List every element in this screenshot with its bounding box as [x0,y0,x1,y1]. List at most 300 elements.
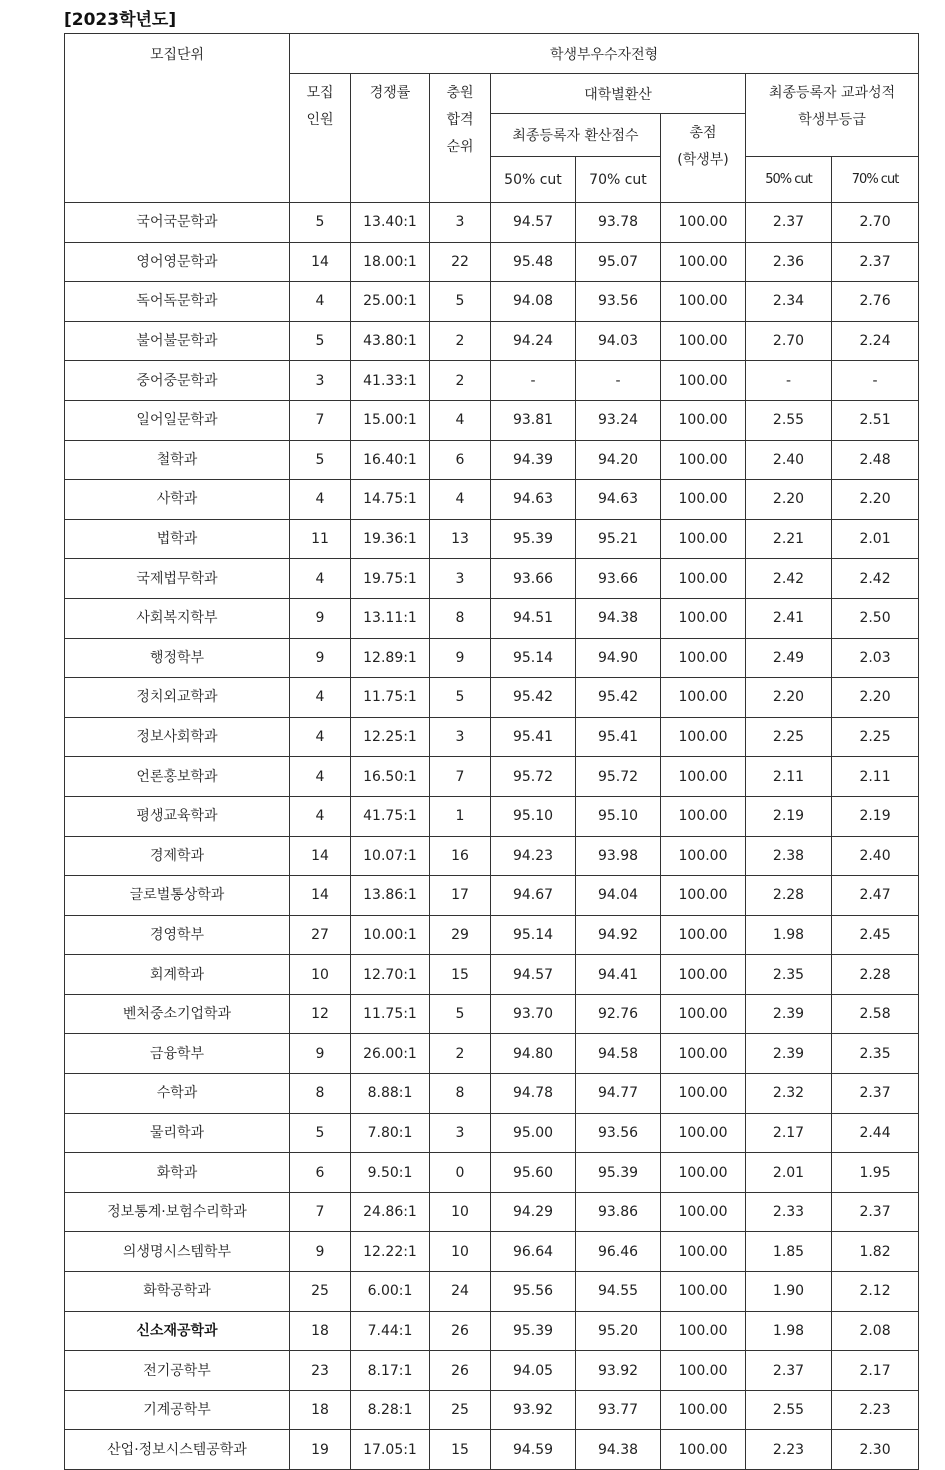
cell-total: 100.00 [661,836,746,876]
cell-rank: 6 [430,440,491,480]
cell-grade-70: 2.19 [832,796,919,836]
cell-rank: 29 [430,915,491,955]
cell-quota: 25 [290,1272,351,1312]
cell-competition: 19.75:1 [351,559,430,599]
cell-score-50: 95.39 [491,1311,576,1351]
cell-rank: 3 [430,559,491,599]
cell-total: 100.00 [661,519,746,559]
cell-rank: 17 [430,876,491,916]
cell-grade-70: 2.48 [832,440,919,480]
cell-rank: 0 [430,1153,491,1193]
cell-grade-50: 2.20 [746,678,832,718]
cell-quota: 27 [290,915,351,955]
cell-score-70: 94.38 [576,598,661,638]
cell-quota: 3 [290,361,351,401]
cell-unit: 독어독문학과 [65,282,290,322]
cell-grade-50: 2.39 [746,994,832,1034]
cell-grade-70: 2.51 [832,400,919,440]
cell-score-70: 96.46 [576,1232,661,1272]
cell-rank: 24 [430,1272,491,1312]
cell-total: 100.00 [661,955,746,995]
cell-score-50: 94.78 [491,1074,576,1114]
cell-score-70: 93.66 [576,559,661,599]
table-row [65,757,919,797]
cell-grade-50: 1.85 [746,1232,832,1272]
cell-rank: 3 [430,203,491,243]
cell-score-50: 94.24 [491,321,576,361]
header-grade-cut50: 50% cut [746,157,832,203]
table-row [65,1113,919,1153]
cell-quota: 7 [290,1192,351,1232]
cell-total: 100.00 [661,876,746,916]
cell-rank: 8 [430,1074,491,1114]
cell-total: 100.00 [661,678,746,718]
cell-grade-50: 2.25 [746,717,832,757]
cell-competition: 19.36:1 [351,519,430,559]
cell-quota: 4 [290,480,351,520]
cell-unit: 국제법무학과 [65,559,290,599]
cell-total: 100.00 [661,598,746,638]
header-unit: 모집단위 [65,34,290,203]
cell-rank: 9 [430,638,491,678]
cell-grade-50: 1.90 [746,1272,832,1312]
cell-unit: 행정학부 [65,638,290,678]
cell-grade-50: 2.37 [746,203,832,243]
cell-grade-50: 2.32 [746,1074,832,1114]
table-row [65,440,919,480]
cell-competition: 16.50:1 [351,757,430,797]
cell-quota: 4 [290,559,351,599]
cell-score-70: - [576,361,661,401]
cell-grade-70: 2.11 [832,757,919,797]
cell-quota: 6 [290,1153,351,1193]
cell-grade-50: 2.55 [746,400,832,440]
cell-score-70: 95.42 [576,678,661,718]
cell-score-50: 96.64 [491,1232,576,1272]
cell-score-50: 94.05 [491,1351,576,1391]
cell-grade-50: 2.39 [746,1034,832,1074]
cell-score-50: 95.14 [491,915,576,955]
cell-grade-50: 2.38 [746,836,832,876]
cell-rank: 5 [430,282,491,322]
cell-competition: 12.22:1 [351,1232,430,1272]
cell-competition: 41.75:1 [351,796,430,836]
cell-quota: 14 [290,242,351,282]
table-row [65,1034,919,1074]
cell-unit: 중어중문학과 [65,361,290,401]
cell-score-70: 94.90 [576,638,661,678]
cell-quota: 10 [290,955,351,995]
cell-score-50: 93.70 [491,994,576,1034]
table-row [65,638,919,678]
cell-grade-70: 1.95 [832,1153,919,1193]
cell-score-70: 93.56 [576,1113,661,1153]
cell-score-50: 95.60 [491,1153,576,1193]
cell-quota: 9 [290,598,351,638]
table-row [65,203,919,243]
cell-score-50: 93.92 [491,1390,576,1430]
cell-competition: 25.00:1 [351,282,430,322]
cell-grade-70: 2.20 [832,678,919,718]
cell-rank: 2 [430,321,491,361]
table-row [65,1311,919,1351]
cell-competition: 12.89:1 [351,638,430,678]
cell-grade-70: 2.44 [832,1113,919,1153]
cell-quota: 4 [290,796,351,836]
cell-unit: 법학과 [65,519,290,559]
cell-total: 100.00 [661,321,746,361]
cell-score-70: 94.03 [576,321,661,361]
cell-grade-50: 2.11 [746,757,832,797]
cell-rank: 22 [430,242,491,282]
header-grade-cut70: 70% cut [832,157,919,203]
cell-total: 100.00 [661,1232,746,1272]
header-track: 학생부우수자전형 [290,34,919,74]
cell-grade-70: 2.35 [832,1034,919,1074]
cell-total: 100.00 [661,1351,746,1391]
cell-unit: 의생명시스템학부 [65,1232,290,1272]
cell-unit: 전기공학부 [65,1351,290,1391]
cell-score-50: 95.41 [491,717,576,757]
cell-grade-70: 2.40 [832,836,919,876]
cell-unit: 철학과 [65,440,290,480]
cell-score-50: 94.29 [491,1192,576,1232]
cell-score-70: 93.78 [576,203,661,243]
cell-total: 100.00 [661,1430,746,1470]
cell-rank: 2 [430,1034,491,1074]
cell-grade-50: 2.23 [746,1430,832,1470]
cell-grade-70: 2.76 [832,282,919,322]
table-header [65,34,919,203]
cell-score-70: 94.63 [576,480,661,520]
cell-grade-70: 2.58 [832,994,919,1034]
cell-grade-50: 2.21 [746,519,832,559]
table-row [65,361,919,401]
cell-grade-50: 2.37 [746,1351,832,1391]
cell-rank: 7 [430,757,491,797]
table-row [65,955,919,995]
table-row [65,400,919,440]
table-body [65,203,919,1470]
table-row [65,1153,919,1193]
table-row [65,282,919,322]
cell-rank: 13 [430,519,491,559]
cell-quota: 7 [290,400,351,440]
table-row [65,559,919,599]
table-row [65,321,919,361]
cell-grade-70: 2.03 [832,638,919,678]
cell-rank: 10 [430,1232,491,1272]
cell-unit: 산업·정보시스템공학과 [65,1430,290,1470]
cell-score-50: 94.57 [491,203,576,243]
cell-total: 100.00 [661,282,746,322]
cell-grade-70: 2.01 [832,519,919,559]
cell-score-70: 94.41 [576,955,661,995]
cell-competition: 8.88:1 [351,1074,430,1114]
cell-score-70: 93.77 [576,1390,661,1430]
cell-grade-50: 2.34 [746,282,832,322]
cell-score-70: 93.92 [576,1351,661,1391]
cell-score-70: 93.56 [576,282,661,322]
cell-rank: 26 [430,1351,491,1391]
cell-score-70: 94.38 [576,1430,661,1470]
cell-quota: 9 [290,1034,351,1074]
page-title: [2023학년도] [64,10,177,30]
cell-total: 100.00 [661,1390,746,1430]
cell-rank: 15 [430,955,491,995]
header-quota: 모집 인원 [290,74,351,203]
cell-rank: 16 [430,836,491,876]
cell-grade-70: 2.24 [832,321,919,361]
cell-competition: 6.00:1 [351,1272,430,1312]
cell-rank: 15 [430,1430,491,1470]
cell-total: 100.00 [661,1192,746,1232]
cell-total: 100.00 [661,1272,746,1312]
cell-grade-70: 2.28 [832,955,919,995]
cell-total: 100.00 [661,757,746,797]
cell-grade-70: 2.20 [832,480,919,520]
table-row [65,1232,919,1272]
cell-competition: 18.00:1 [351,242,430,282]
cell-quota: 5 [290,440,351,480]
cell-unit: 사회복지학부 [65,598,290,638]
header-competition: 경쟁률 [351,74,430,203]
cell-grade-50: 1.98 [746,1311,832,1351]
cell-total: 100.00 [661,203,746,243]
cell-unit: 일어일문학과 [65,400,290,440]
cell-score-70: 94.55 [576,1272,661,1312]
table-row [65,915,919,955]
cell-rank: 3 [430,1113,491,1153]
cell-grade-70: 2.47 [832,876,919,916]
cell-grade-50: 2.36 [746,242,832,282]
table-row [65,1074,919,1114]
cell-quota: 5 [290,321,351,361]
cell-score-70: 95.72 [576,757,661,797]
cell-grade-70: 2.70 [832,203,919,243]
header-grade: 최종등록자 교과성적 학생부등급 [746,74,919,157]
cell-quota: 9 [290,638,351,678]
cell-total: 100.00 [661,1034,746,1074]
cell-unit: 글로벌통상학과 [65,876,290,916]
header-total: 총점 (학생부) [661,114,746,203]
table-row [65,717,919,757]
cell-quota: 4 [290,282,351,322]
cell-competition: 11.75:1 [351,994,430,1034]
cell-rank: 8 [430,598,491,638]
cell-total: 100.00 [661,559,746,599]
table-row [65,519,919,559]
cell-total: 100.00 [661,242,746,282]
cell-total: 100.00 [661,1074,746,1114]
cell-competition: 12.70:1 [351,955,430,995]
cell-score-50: 94.39 [491,440,576,480]
cell-grade-50: 2.49 [746,638,832,678]
cell-unit: 금융학부 [65,1034,290,1074]
cell-quota: 14 [290,876,351,916]
cell-quota: 8 [290,1074,351,1114]
cell-unit: 불어불문학과 [65,321,290,361]
cell-competition: 13.40:1 [351,203,430,243]
cell-score-70: 95.10 [576,796,661,836]
table-row [65,242,919,282]
cell-score-50: 95.39 [491,519,576,559]
header-rank: 충원 합격 순위 [430,74,491,203]
cell-quota: 5 [290,203,351,243]
cell-score-70: 94.04 [576,876,661,916]
cell-competition: 26.00:1 [351,1034,430,1074]
cell-score-70: 95.07 [576,242,661,282]
cell-score-50: 94.51 [491,598,576,638]
cell-grade-50: 2.19 [746,796,832,836]
cell-quota: 12 [290,994,351,1034]
cell-competition: 8.17:1 [351,1351,430,1391]
cell-score-50: 95.14 [491,638,576,678]
cell-grade-70: 2.42 [832,559,919,599]
cell-grade-70: - [832,361,919,401]
cell-rank: 5 [430,678,491,718]
cell-competition: 13.86:1 [351,876,430,916]
cell-grade-50: 2.42 [746,559,832,599]
cell-unit: 언론홍보학과 [65,757,290,797]
cell-score-50: 94.80 [491,1034,576,1074]
cell-unit: 회계학과 [65,955,290,995]
cell-unit: 정보통계·보험수리학과 [65,1192,290,1232]
table-row [65,1390,919,1430]
cell-score-70: 94.92 [576,915,661,955]
cell-grade-70: 2.08 [832,1311,919,1351]
cell-quota: 23 [290,1351,351,1391]
cell-score-50: - [491,361,576,401]
cell-score-70: 94.58 [576,1034,661,1074]
cell-grade-50: 1.98 [746,915,832,955]
cell-competition: 17.05:1 [351,1430,430,1470]
cell-unit: 물리학과 [65,1113,290,1153]
cell-competition: 13.11:1 [351,598,430,638]
cell-unit: 사학과 [65,480,290,520]
cell-score-70: 95.20 [576,1311,661,1351]
cell-quota: 11 [290,519,351,559]
cell-rank: 10 [430,1192,491,1232]
cell-competition: 15.00:1 [351,400,430,440]
cell-grade-70: 2.17 [832,1351,919,1391]
cell-total: 100.00 [661,638,746,678]
cell-competition: 10.07:1 [351,836,430,876]
table-row [65,876,919,916]
table-row [65,1192,919,1232]
cell-quota: 5 [290,1113,351,1153]
cell-total: 100.00 [661,717,746,757]
cell-score-70: 94.20 [576,440,661,480]
cell-unit: 화학과 [65,1153,290,1193]
cell-score-50: 95.10 [491,796,576,836]
cell-quota: 4 [290,678,351,718]
header-cut70: 70% cut [576,157,661,203]
cell-competition: 16.40:1 [351,440,430,480]
cell-score-70: 92.76 [576,994,661,1034]
cell-total: 100.00 [661,361,746,401]
cell-score-50: 94.08 [491,282,576,322]
table-row [65,598,919,638]
cell-score-50: 95.00 [491,1113,576,1153]
cell-competition: 10.00:1 [351,915,430,955]
cell-competition: 7.80:1 [351,1113,430,1153]
cell-grade-70: 2.37 [832,1192,919,1232]
cell-score-50: 94.67 [491,876,576,916]
cell-total: 100.00 [661,1113,746,1153]
cell-competition: 8.28:1 [351,1390,430,1430]
cell-score-50: 95.56 [491,1272,576,1312]
cell-unit: 수학과 [65,1074,290,1114]
cell-grade-70: 2.12 [832,1272,919,1312]
cell-grade-70: 2.45 [832,915,919,955]
cell-grade-50: 2.70 [746,321,832,361]
cell-competition: 11.75:1 [351,678,430,718]
cell-rank: 2 [430,361,491,401]
cell-unit: 경제학과 [65,836,290,876]
cell-unit: 화학공학과 [65,1272,290,1312]
cell-score-50: 95.42 [491,678,576,718]
table-row [65,1272,919,1312]
cell-grade-70: 1.82 [832,1232,919,1272]
cell-total: 100.00 [661,994,746,1034]
table-row [65,480,919,520]
table-row [65,836,919,876]
cell-quota: 4 [290,757,351,797]
cell-quota: 18 [290,1390,351,1430]
cell-grade-50: 2.41 [746,598,832,638]
cell-grade-50: 2.01 [746,1153,832,1193]
cell-rank: 25 [430,1390,491,1430]
table-row [65,1351,919,1391]
cell-rank: 26 [430,1311,491,1351]
cell-grade-50: 2.35 [746,955,832,995]
cell-quota: 18 [290,1311,351,1351]
cell-competition: 24.86:1 [351,1192,430,1232]
table-row [65,678,919,718]
cell-total: 100.00 [661,1311,746,1351]
cell-total: 100.00 [661,915,746,955]
cell-competition: 43.80:1 [351,321,430,361]
cell-total: 100.00 [661,480,746,520]
cell-unit: 신소재공학과 [65,1311,290,1351]
cell-rank: 3 [430,717,491,757]
table-row [65,796,919,836]
cell-quota: 19 [290,1430,351,1470]
cell-score-50: 95.72 [491,757,576,797]
cell-unit: 벤처중소기업학과 [65,994,290,1034]
cell-grade-50: 2.40 [746,440,832,480]
cell-grade-70: 2.37 [832,242,919,282]
cell-grade-70: 2.25 [832,717,919,757]
header-cut50: 50% cut [491,157,576,203]
cell-competition: 12.25:1 [351,717,430,757]
cell-total: 100.00 [661,1153,746,1193]
cell-unit: 영어영문학과 [65,242,290,282]
cell-rank: 4 [430,480,491,520]
cell-score-50: 94.59 [491,1430,576,1470]
table-row [65,994,919,1034]
cell-score-50: 95.48 [491,242,576,282]
cell-score-70: 95.41 [576,717,661,757]
cell-score-70: 93.98 [576,836,661,876]
cell-grade-70: 2.50 [832,598,919,638]
cell-score-70: 94.77 [576,1074,661,1114]
cell-unit: 국어국문학과 [65,203,290,243]
cell-total: 100.00 [661,400,746,440]
cell-score-50: 94.23 [491,836,576,876]
cell-grade-70: 2.30 [832,1430,919,1470]
